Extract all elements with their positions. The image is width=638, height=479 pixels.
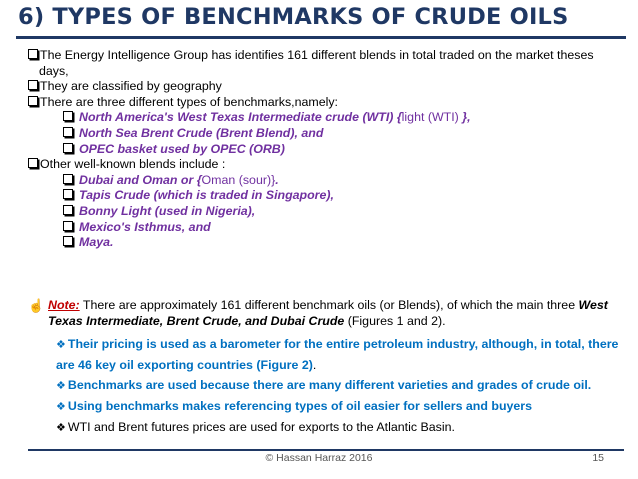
note-point-text: WTI and Brent futures prices are used for exports to the Atlantic Basin. — [67, 420, 455, 434]
sub-bullet-item — [28, 110, 618, 126]
note-point — [56, 334, 624, 355]
sub-bullet-text: Maya. — [79, 235, 114, 250]
note-text: West — [578, 298, 608, 312]
checkbox-bullet-icon — [28, 96, 38, 106]
bullet-text: They are classified by geography — [40, 79, 222, 94]
checkbox-bullet-icon — [28, 80, 38, 90]
sub-bullet-text: Oman (sour)} — [201, 172, 276, 187]
footer-divider — [28, 449, 624, 451]
bullet-continuation — [28, 64, 618, 80]
bullet-list — [28, 48, 618, 251]
sub-bullet-text: . — [275, 172, 279, 187]
checkbox-bullet-icon — [63, 205, 73, 215]
checkbox-bullet-icon — [63, 111, 73, 121]
sub-bullet-item — [28, 204, 618, 220]
diamond-bullet-icon: ❖ — [56, 401, 66, 413]
note-point — [56, 375, 624, 396]
note-point — [56, 396, 624, 417]
note-line — [48, 297, 624, 313]
diamond-bullet-icon: ❖ — [56, 422, 66, 434]
note-text: There are approximately 161 different benchmark oils (or Blends), of which the main three — [79, 298, 579, 312]
bullet-text: The Energy Intelligence Group has identifies 161 different blends in total traded on the market theses — [40, 48, 594, 62]
bullet-item — [28, 157, 618, 173]
checkbox-bullet-icon — [63, 174, 73, 184]
sub-bullet-item — [28, 142, 618, 158]
diamond-bullet-icon: ❖ — [56, 380, 66, 392]
checkbox-bullet-icon — [63, 127, 73, 137]
checkbox-bullet-icon — [28, 49, 38, 59]
sub-bullet-text: Tapis Crude (which is traded in Singapore), — [79, 188, 334, 203]
diamond-bullet-icon: ❖ — [56, 339, 66, 351]
sub-bullet-text: Dubai and Oman or { — [79, 172, 202, 187]
bullet-item — [28, 95, 618, 111]
note-label: Note: — [48, 298, 80, 312]
checkbox-bullet-icon — [28, 158, 38, 168]
bullet-text: days, — [39, 63, 69, 78]
note-line — [48, 313, 624, 329]
bullet-item — [28, 48, 618, 64]
sub-bullet-text: light (WTI) — [401, 110, 463, 125]
sub-bullet-text: Mexico's Isthmus, and — [79, 219, 211, 234]
note-points — [28, 334, 624, 438]
title-underline — [16, 36, 626, 39]
note-point-text: Their pricing is used as a barometer for the entire petroleum industry, although, in total, there — [67, 337, 619, 351]
note-text: Texas Intermediate, Brent Crude, and Dubai Crude — [48, 314, 345, 328]
note-point-text: Benchmarks are used because there are many different varieties and grades of crude oil. — [67, 378, 592, 392]
sub-bullet-item — [28, 188, 618, 204]
note-text: (Figures 1 and 2). — [344, 314, 446, 328]
note-paragraph — [28, 297, 624, 329]
checkbox-bullet-icon — [63, 143, 73, 153]
note-section — [28, 297, 624, 438]
bullet-item — [28, 79, 618, 95]
bullet-text: Other well-known blends include : — [40, 157, 226, 172]
checkbox-bullet-icon — [63, 221, 73, 231]
sub-bullet-item — [28, 220, 618, 236]
page-number: 15 — [592, 452, 604, 464]
note-point-continuation — [56, 355, 624, 375]
note-point-text: Using benchmarks makes referencing types of oil easier for sellers and buyers — [67, 399, 533, 413]
sub-bullet-text: North America's West Texas Intermediate crude (WTI) { — [79, 110, 402, 125]
sub-bullet-text: }, — [462, 110, 471, 125]
sub-bullet-item — [28, 173, 618, 189]
note-point-text: . — [312, 358, 317, 372]
checkbox-bullet-icon — [63, 189, 73, 199]
bullet-text: There are three different types of benchmarks,namely: — [40, 94, 338, 109]
footer-copyright: © Hassan Harraz 2016 — [265, 452, 373, 464]
checkbox-bullet-icon — [63, 236, 73, 246]
pointing-hand-icon: ☝ — [28, 298, 45, 313]
note-point — [56, 417, 624, 438]
note-point-text: are 46 key oil exporting countries (Figure 2) — [56, 358, 313, 372]
slide-title: 6) TYPES OF BENCHMARKS OF CRUDE OILS — [18, 4, 569, 30]
sub-bullet-item — [28, 235, 618, 251]
sub-bullet-text: North Sea Brent Crude (Brent Blend), and — [79, 125, 324, 140]
sub-bullet-text: Bonny Light (used in Nigeria), — [79, 203, 256, 218]
sub-bullet-item — [28, 126, 618, 142]
sub-bullet-text: OPEC basket used by OPEC (ORB) — [79, 141, 285, 156]
